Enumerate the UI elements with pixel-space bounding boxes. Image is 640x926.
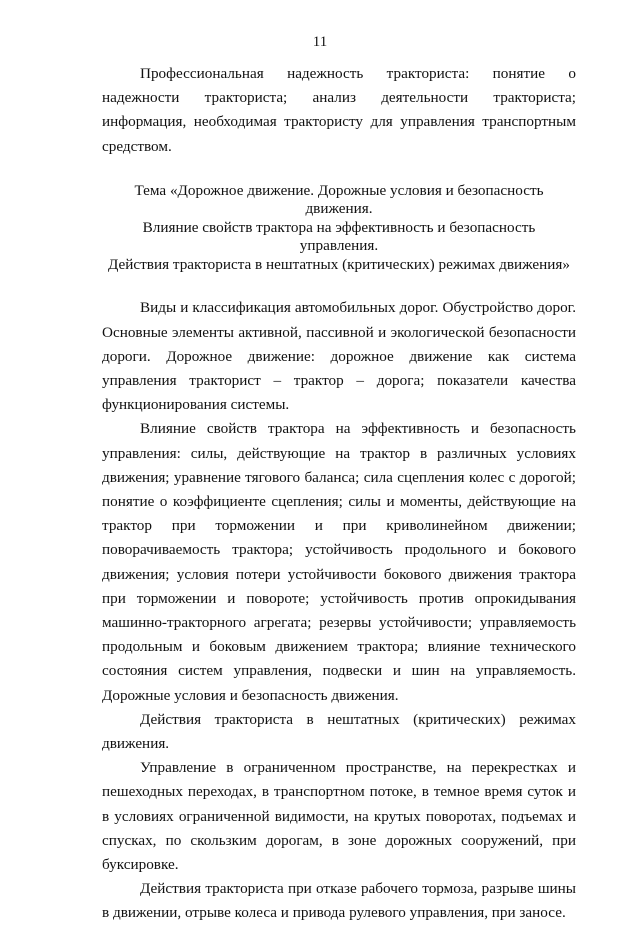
body-paragraph: Действия тракториста в нештатных (критических) режимах движения. xyxy=(102,710,576,752)
topic-heading-line: Тема «Дорожное движение. Дорожные условия и безопасность движения. xyxy=(134,181,544,218)
body-paragraph: Влияние свойств трактора на эффективность и безопасность управления: силы, действующие на трактор в различных условиях движения; уравнение тягового баланса; сила сцепления колес с дорогой; понятие о коэффициенте сцепления; силы и моменты, действующие на трактор при торможении и при криволинейном движении; поворачиваемость трактора; устойчивость продольного и бокового движения; условия потери устойчивости бокового движения трактора при торможении и повороте; устойчивость против опрокидывания машинно-тракторного агрегата; резервы устойчивости; управляемость продольным и боковым движением трактора; влияние технического состояния систем управления, подвески и шин на управляемость. Дорожные условия и безопасность движения. xyxy=(102,420,576,704)
body-paragraph: Управление в ограниченном пространстве, на перекрестках и пешеходных переходах, в транспортном потоке, в темное время суток и в условиях ограниченной видимости, на крутых поворотах, подъемах и спусках, по скользким дорогам, в зоне дорожных сооружений, при буксировке. xyxy=(102,759,576,873)
topic-heading xyxy=(102,182,576,275)
page-number: 11 xyxy=(312,34,328,50)
page-content xyxy=(102,62,576,926)
topic-heading-line: Влияние свойств трактора на эффективность и безопасность управления. xyxy=(142,218,536,255)
body-paragraph: Виды и классификация автомобильных дорог. Обустройство дорог. Основные элементы активной, пассивной и экологической безопасности дороги. Дорожное движение: дорожное движение как система управления тракторист – трактор – дорога; показатели качества функционирования системы. xyxy=(102,299,576,414)
topic-heading-line: Действия тракториста в нештатных (критических) режимах движения» xyxy=(108,255,570,273)
intro-paragraph: Профессиональная надежность тракториста: понятие о надежности тракториста; анализ деятельности тракториста; информация, необходимая трактористу для управления транспортным средством. xyxy=(102,65,576,155)
body-paragraph: Действия тракториста при отказе рабочего тормоза, разрыве шины в движении, отрыве колеса и привода рулевого управления, при заносе. xyxy=(102,880,576,922)
